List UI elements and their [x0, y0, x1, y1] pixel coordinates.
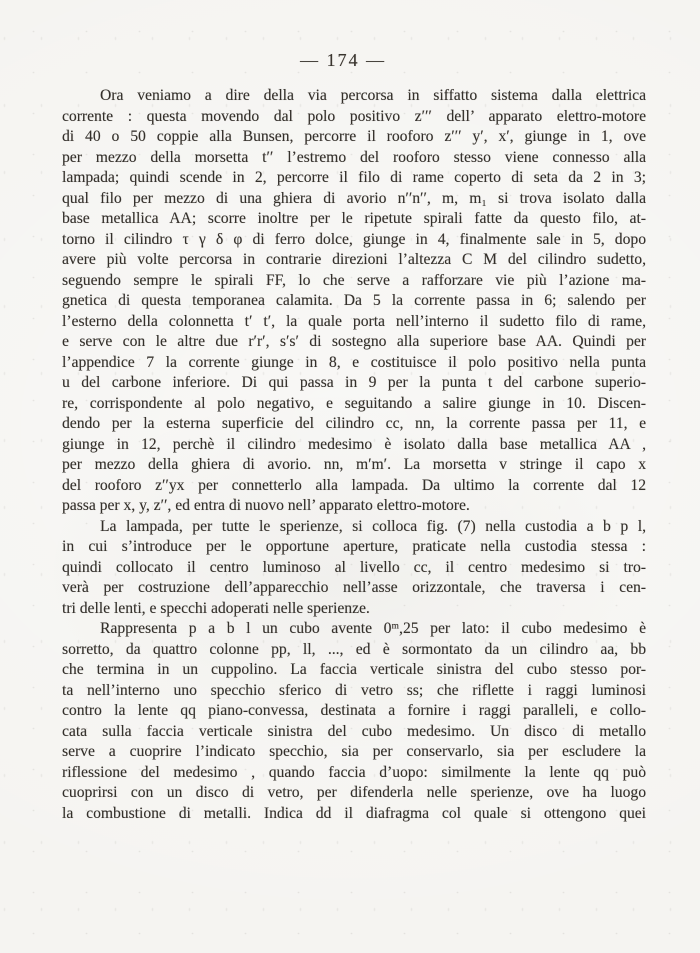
text-line: quindi collocato il centro luminoso al livello cc, il centro medesimo si tro-	[62, 558, 646, 576]
paragraph	[62, 86, 646, 517]
text-line: sorretto, da quattro colonne pp, ll, ..., ed è sormontato da un cilindro aa, bb	[62, 640, 646, 658]
text-line: per mezzo della morsetta t′′ l’estremo del rooforo stesso viene connesso alla	[62, 148, 646, 166]
text-line: cata sulla faccia verticale sinistra del cubo medesimo. Un disco di metallo	[62, 722, 646, 740]
text-line: Rappresenta p a b l un cubo avente 0ᵐ,25 per lato: il cubo medesimo è	[100, 620, 646, 637]
text-line: gnetica di questa temporanea calamita. Da 5 la corrente passa in 6; salendo per	[62, 292, 646, 309]
paragraph	[62, 619, 646, 824]
text-line: corrente : questa movendo dal polo positivo z′′′ dell’ apparato elettro-motore	[62, 107, 646, 125]
text-line: tri delle lenti, e specchi adoperati nelle sperienze.	[62, 599, 370, 617]
text-line: e serve con le altre due r′r′, s′s′ di sostegno alla superiore base AA. Quindi per	[62, 333, 646, 350]
text-line: riflessione del medesimo , quando faccia d’uopo: similmente la lente qq può	[62, 763, 646, 781]
text-line: giunge in 12, perchè il cilindro medesimo è isolato dalla base metallica AA ,	[62, 435, 646, 453]
text-line: per mezzo della ghiera di avorio. nn, m′m′. La morsetta v stringe il capo x	[62, 456, 646, 473]
text-line: la combustione di metalli. Indica dd il diafragma col quale si ottengono quei	[62, 804, 646, 822]
text-line: passa per x, y, z′′, ed entra di nuovo nell’ apparato elettro-motore.	[62, 497, 470, 514]
text-line: torno il cilindro τ γ δ φ di ferro dolce, giunge in 4, finalmente sale in 5, dopo	[62, 230, 646, 248]
paragraph	[62, 517, 646, 620]
text-line: l’esterno della colonnetta t′ t′, la quale porta nell’interno il sudetto filo di rame,	[62, 312, 646, 330]
text-line: del rooforo z′′yx per connetterlo alla lampada. Da ultimo la corrente dal 12	[62, 476, 646, 494]
text-line: La lampada, per tutte le sperienze, si colloca fig. (7) nella custodia a b p l,	[100, 517, 646, 535]
text-line: serve a cuoprire l’indicato specchio, sia per conservarlo, sia per escludere la	[62, 743, 646, 760]
page-number: — 174 —	[300, 50, 386, 70]
text-line: qual filo per mezzo di una ghiera di avorio n′′n′′, m, m₁ si trova isolato dalla	[62, 189, 646, 207]
text-line: contro la lente qq piano-convessa, destinata a fornire i raggi paralleli, e collo-	[62, 702, 646, 719]
text-line: re, corrispondente al polo negativo, e seguitando a salire giunge in 10. Discen-	[62, 394, 646, 412]
text-line: di 40 o 50 coppie alla Bunsen, percorre il rooforo z′′′ y′, x′, giunge in 1, ove	[62, 128, 646, 145]
text-line: base metallica AA; scorre inoltre per le ripetute spirali fatte da questo filo, at-	[62, 210, 646, 227]
text-line: dendo per la esterna superficie del cilindro cc, nn, la corrente passa per 11, e	[62, 415, 646, 432]
text-line: Ora veniamo a dire della via percorsa in siffatto sistema dalla elettrica	[100, 87, 646, 104]
text-line: avere più volte percorsa in contrarie direzioni l’altezza C M del cilindro sudetto,	[62, 251, 646, 268]
text-block	[62, 86, 646, 824]
text-line: verà per costruzione dell’apparecchio nell’asse orizzontale, che traversa i cen-	[62, 579, 646, 596]
text-line: l’appendice 7 la corrente giunge in 8, e costituisce il polo positivo nella punta	[62, 353, 646, 371]
text-line: seguendo sempre le spirali FF, lo che serve a rafforzare vie più l’azione ma-	[62, 271, 646, 289]
text-line: ta nell’interno uno specchio sferico di vetro ss; che riflette i raggi luminosi	[62, 681, 646, 699]
text-line: u del carbone inferiore. Di qui passa in 9 per la punta t del carbone superio-	[62, 374, 646, 391]
text-line: cuoprirsi con un disco di vetro, per difenderla nelle sperienze, ove ha luogo	[62, 784, 646, 801]
text-line: in cui s’introduce per le opportune aperture, praticate nella custodia stessa :	[62, 538, 646, 555]
text-line: che termina in un cuppolino. La faccia verticale sinistra del cubo stesso por-	[62, 661, 646, 678]
text-line: lampada; quindi scende in 2, percorre il filo di rame coperto di seta da 2 in 3;	[62, 169, 646, 186]
